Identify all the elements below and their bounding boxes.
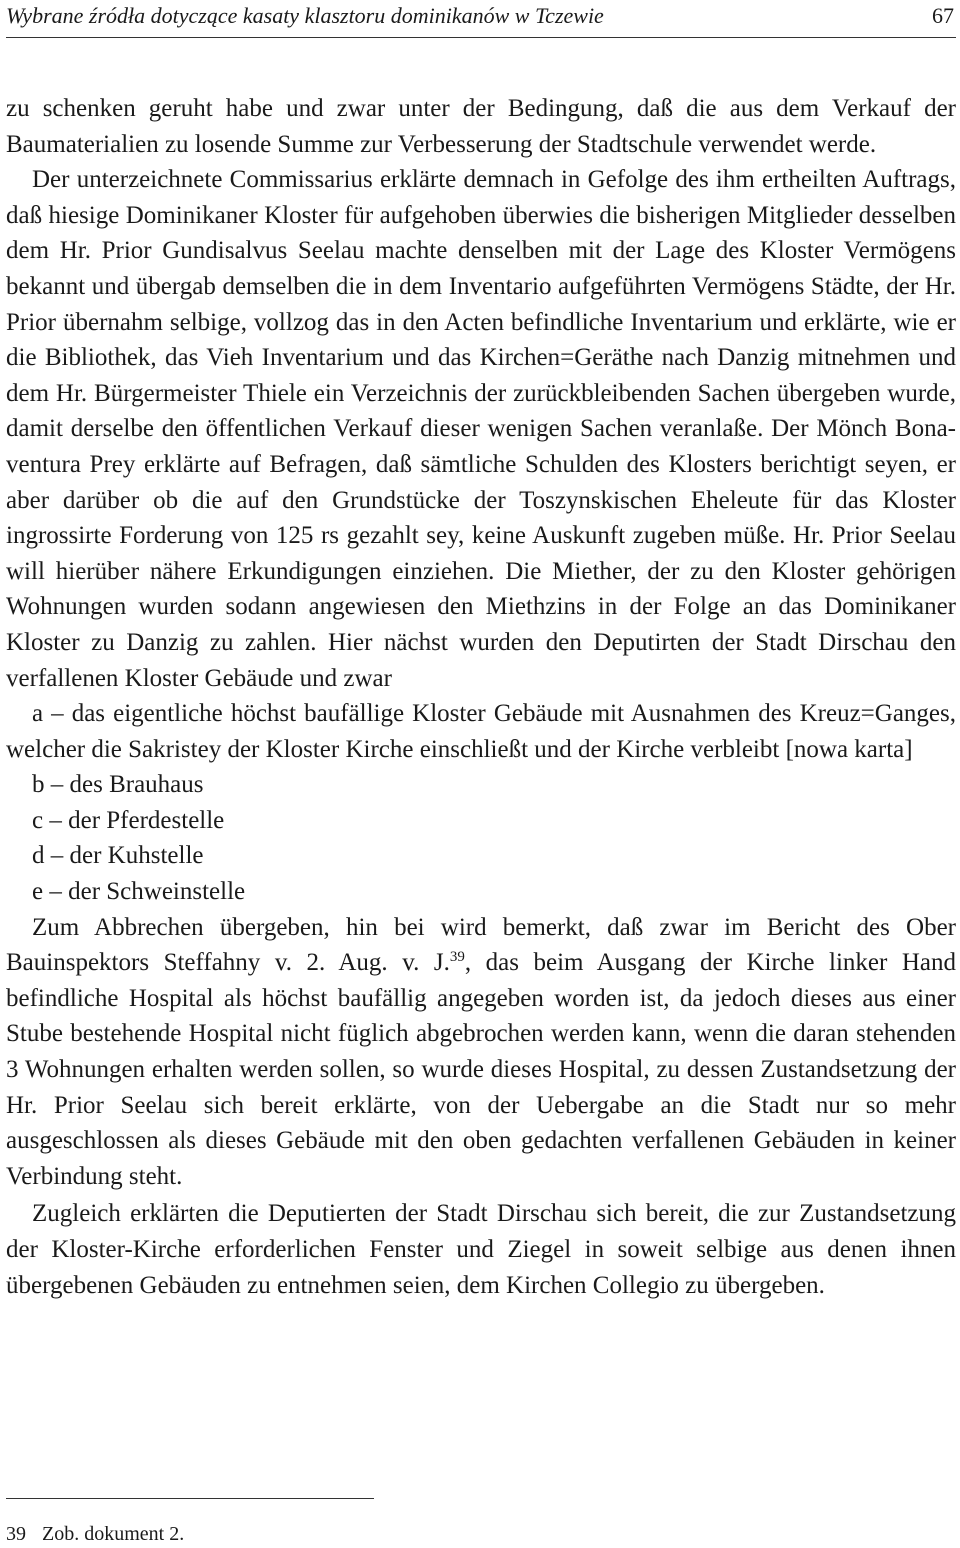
paragraph-abbrechen [6,910,956,1195]
running-title: Wybrane źródła dotyczące kasaty klasztoru dominikanów w Tczewie [6,3,604,28]
paragraph-commissarius: Der unterzeichnete Commissarius erklärte demnach in Gefolge des ihm ertheilten Auftrags, daß hiesige Dominikaner Kloster für aufgehoben überwies die bisherigen Mitglieder desselben dem Hr. Prior Gundisalvus Seelau machte denselben mit der Lage des Kloster Vermögens bekannt und übergab demselben die in dem Inventario aufgeführten Vermögens Städte, der Hr. Prior übernahm selbige, vollzog das in den Acten befindliche Inventarium und erklärte, wie er die Bibliothek, das Vieh Inventarium und das Kirchen=Geräthe nach Danzig mitnehmen und dem Hr. Bürgermeister Thiele ein Verzeichnis der zurückbleibenden Sachen übergeben wurde, damit derselbe den öffentlichen Verkauf dieser wenigen Sachen veranlaße. Der Mönch Bonaventura Prey erklärte auf Befragen, daß sämtliche Schulden des Klosters berichtigt seyen, er aber darüber ob die auf den Grundstücke der Toszynskischen Eheleute für das Kloster ingrossirte Forderung von 125 rs gezahlt sey, keine Auskunft zugeben müße. Hr. Prior Seelau will hierüber nähere Erkundigungen einziehen. Die Miether, der zu den Kloster gehörigen Wohnungen wurden sodann angewiesen den Miethzins in der Folge an das Dominikaner Kloster zu Danzig zu zahlen. Hier nächst wurden den Deputirten der Stadt Dirschau den verfallenen Kloster Gebäude und zwar [6,166,956,692]
list-item-e: e – der Schweinstelle [32,878,246,906]
list-item-c: c – der Pferdestelle [32,806,225,834]
running-header [6,2,956,34]
footnote-rule [6,1498,374,1499]
list-item-b: b – des Brauhaus [32,771,204,799]
paragraph-zugleich: Zugleich erklärten die Deputierten der Stadt Dirschau sich bereit, die zur Zustandsetzung der Kloster-Kirche erforderlichen Fenster und Ziegel in soweit selbige aus denen ihnen übergebenen Gebäuden zu entnehmen seien, dem Kirchen Collegio zu übergeben. [6,1200,956,1299]
paragraph-continuation: zu schenken geruht habe und zwar unter der Bedingung, daß die aus dem Verkauf der Baumaterialien zu losende Summe zur Verbesserung der Stadtschule verwendet werde. [6,95,956,158]
list-item-d: d – der Kuhstelle [32,842,204,870]
footnote-text: Zob. dokument 2. [42,1523,185,1545]
document-page [6,0,956,1548]
footnote-number: 39 [6,1523,26,1545]
paragraph-abbrechen-start: Zum Abbrechen übergeben, hin bei wird bemerkt, daß zwar im Bericht des Ober Bauinspektors Steffahny v. 2. Aug. v. J. [6,913,956,977]
header-rule [6,37,956,38]
page-number: 67 [932,3,954,28]
body-text [6,91,956,1303]
list-item-a: a – das eigentliche höchst baufällige Kloster Gebäude mit Ausnahmen des Kreuz=Ganges, welcher die Sakristey der Kloster Kirche einschließt und der Kirche verbleibt [nowa karta] [6,700,956,763]
paragraph-abbrechen-end: , das beim Ausgang der Kirche linker Hand befindliche Hospital als höchst baufällig angegeben worden ist, da jedoch dieses aus einer Stube bestehende Hospital nicht füglich abgebrochen werden kann, wenn die daran stehenden 3 Wohnungen erhalten werden sollen, so wurde dieses Hospital, zu dessen Zustandsetzung der Hr. Prior Seelau sich bereit erklärte, von der Uebergabe an die Stadt nur so mehr ausgeschlossen als dieses Gebäude mit den oben gedachten verfallenen Gebäuden in keiner Verbindung steht. [6,949,956,1190]
footnote-reference[interactable]: 39 [449,949,465,966]
footnote [6,1522,184,1546]
